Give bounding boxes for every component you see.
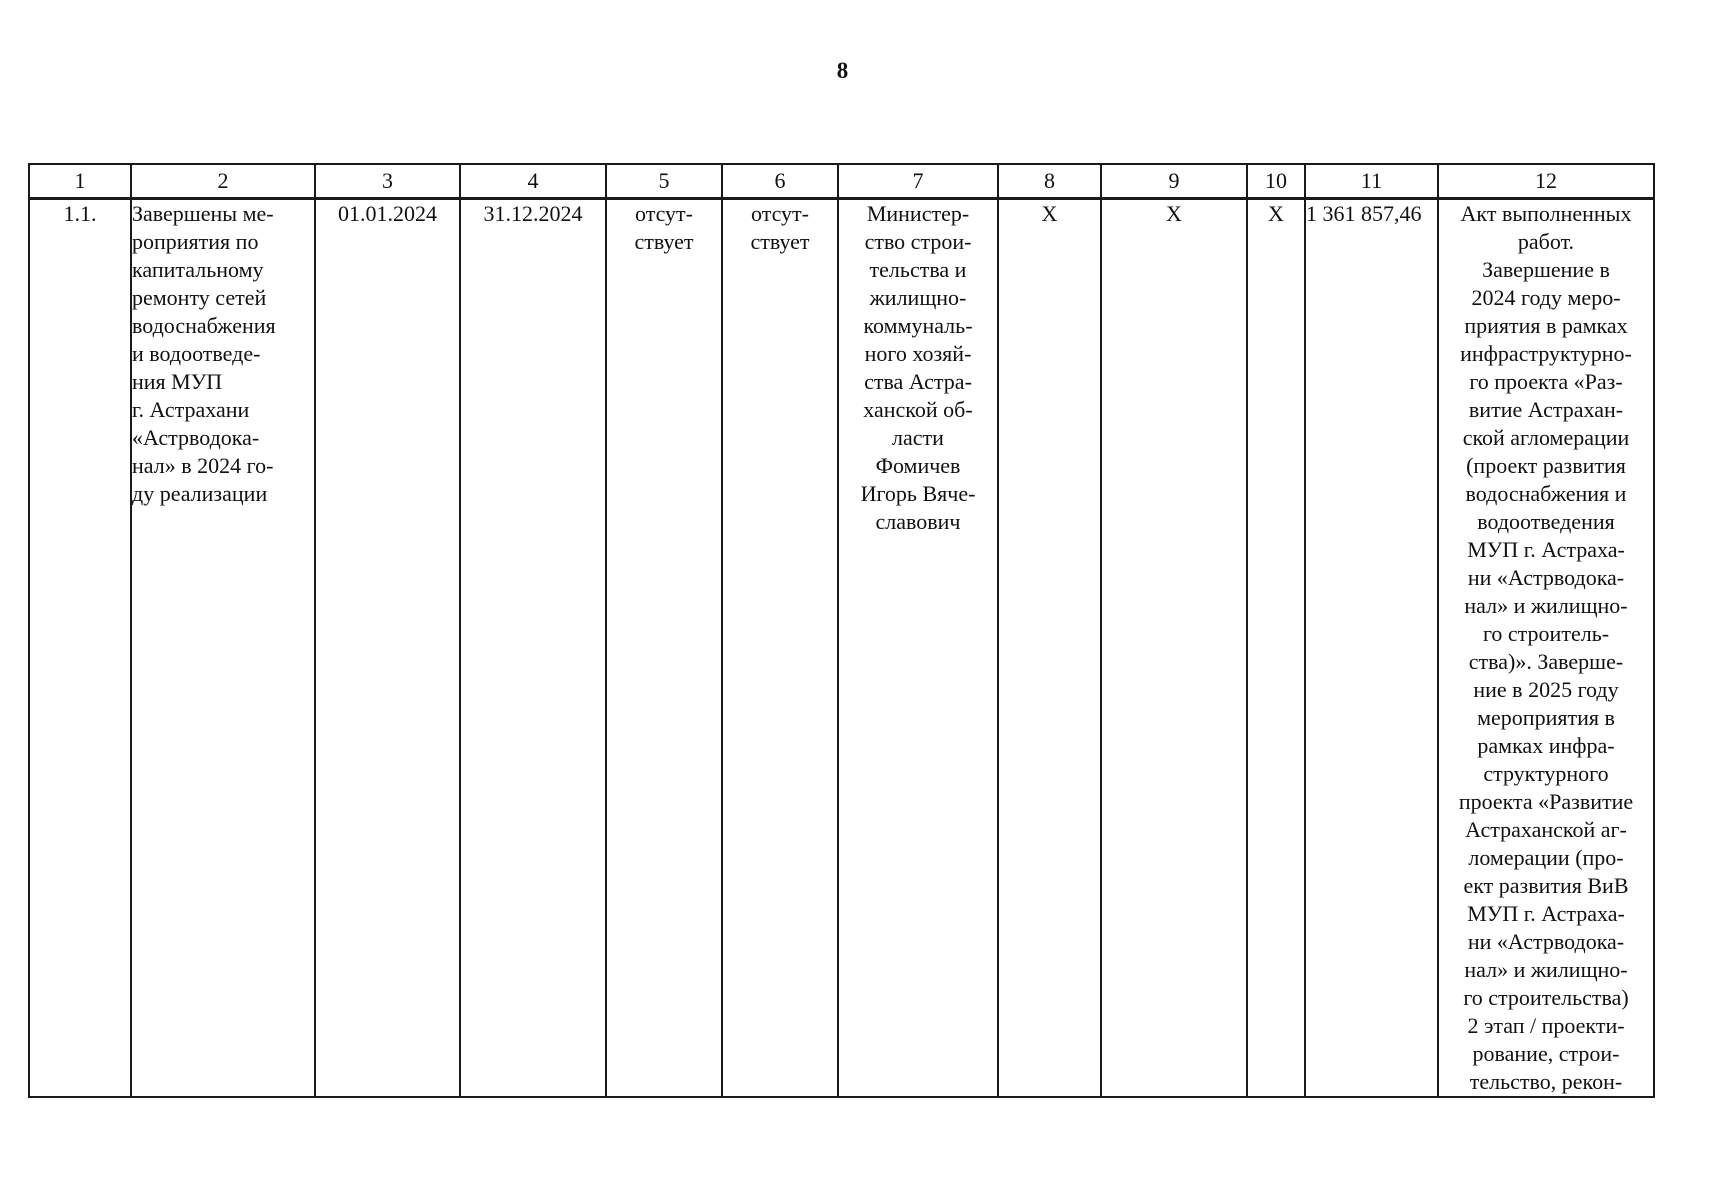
table-row	[29, 199, 1654, 1098]
cell-start-date: 01.01.2024	[315, 199, 460, 1098]
cell-amount: 1 361 857,46	[1305, 199, 1438, 1098]
cell-col6: отсут- ствует	[722, 199, 838, 1098]
header-col-8: 8	[998, 164, 1101, 199]
cell-measure-name: Завершены ме- роприятия по капитальному ремонту сетей водоснабжения и водоотведе- ния МУП г. Астрахани «Астрводока- нал» в 2024 го- ду реализации	[131, 199, 315, 1098]
header-col-12: 12	[1438, 164, 1654, 199]
cell-end-date: 31.12.2024	[460, 199, 606, 1098]
cell-col8: X	[998, 199, 1101, 1098]
header-col-3: 3	[315, 164, 460, 199]
plan-table	[28, 163, 1655, 1098]
header-col-5: 5	[606, 164, 722, 199]
header-col-7: 7	[838, 164, 998, 199]
header-col-9: 9	[1101, 164, 1247, 199]
header-col-10: 10	[1247, 164, 1305, 199]
header-col-2: 2	[131, 164, 315, 199]
cell-responsible: Министер- ство строи- тельства и жилищно- коммуналь- ного хозяй- ства Астра- ханской об- ласти Фомичев Игорь Вяче- славович	[838, 199, 998, 1098]
cell-col10: X	[1247, 199, 1305, 1098]
table-header-row	[29, 164, 1654, 199]
cell-row-number: 1.1.	[29, 199, 131, 1098]
cell-col5: отсут- ствует	[606, 199, 722, 1098]
header-col-4: 4	[460, 164, 606, 199]
header-col-11: 11	[1305, 164, 1438, 199]
page-number: 8	[836, 58, 849, 83]
cell-col9: X	[1101, 199, 1247, 1098]
header-col-6: 6	[722, 164, 838, 199]
cell-document: Акт выполненных работ. Завершение в 2024 году меро- приятия в рамках инфраструктурно- го проекта «Раз- витие Астрахан- ской агломерации (проект развития водоснабжения и водоотведения МУП г. Астраха- ни «Астрводока- нал» и жилищно- го строитель- ства)». Заверше- ние в 2025 году мероприятия в рамках инфра- структурного проекта «Развитие Астраханской аг- ломерации (про- ект развития ВиВ МУП г. Астраха- ни «Астрводока- нал» и жилищно- го строительства) 2 этап / проекти- рование, строи- тельство, рекон-	[1438, 199, 1654, 1098]
header-col-1: 1	[29, 164, 131, 199]
